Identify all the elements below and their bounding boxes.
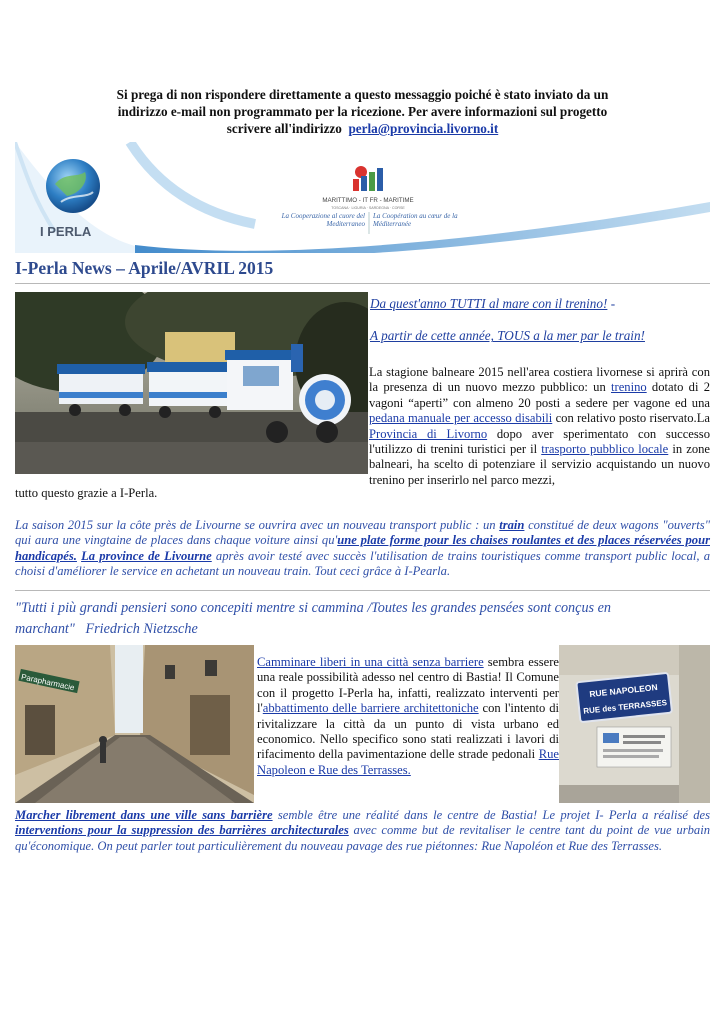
article1-header: Da quest'anno TUTTI al mare con il trenino! - A partir de cette année, TOUS a la mer par le train!	[370, 296, 645, 344]
sign-line-2: RUE des TERRASSES	[582, 698, 668, 716]
program-subtitle: TOSCANA · LIGURIA · SARDEGNA · CORSE	[331, 206, 405, 210]
link-plate-forme[interactable]: une plate forme pour les chaises roulantes et des places réservées pour handicapés.	[15, 533, 710, 563]
street-sign-image	[559, 645, 710, 803]
quote-line-1: "Tutti i più grandi pensieri sono concepiti mentre si cammina /Toutes les grandes pensées sont conçus en	[15, 600, 612, 616]
article1-tail: tutto questo grazie a I-Perla.	[15, 486, 158, 500]
article1-headline-fr[interactable]: A partir de cette année, TOUS a la mer par le train!	[370, 328, 645, 344]
shop-sign: Parapharmacie	[20, 672, 76, 693]
link-trenino[interactable]: trenino	[611, 380, 647, 395]
link-interventions[interactable]: interventions pour la suppression des barrières architecturales	[15, 823, 349, 838]
link-province[interactable]: La province de Livourne	[81, 548, 212, 563]
divider	[15, 590, 710, 591]
header-banner	[15, 142, 710, 253]
link-abbattimento[interactable]: abbattimento delle barriere architettoniche	[262, 701, 479, 716]
link-trasporto[interactable]: trasporto pubblico locale	[541, 442, 669, 457]
tagline-fr: La Coopération au cœur de la Méditerranée	[373, 212, 458, 228]
article2-french: Marcher librement dans une ville sans barrière semble être une réalité dans le centre de Bastia! Le projet I- Perla a réalisé des interventions pour la suppression des barrières architecturales avec comme but de revitaliser le centre tant du point de vue urbain qu'économique. On peut parler tout particulièrement du nouveau pavage des rue piétonnes: Rue Napoléon et Rue des Terrasses.	[15, 808, 710, 853]
link-train[interactable]: train	[499, 518, 525, 532]
notice-line-1: Si prega di non rispondere direttamente a questo messaggio poiché è stato inviato da un	[116, 87, 609, 102]
notice	[40, 86, 685, 137]
link-marcher[interactable]: Marcher librement dans une ville sans barrière	[15, 808, 273, 822]
article1-headline-it[interactable]: Da quest'anno TUTTI al mare con il trenino!	[370, 296, 608, 311]
street-sign-photo	[559, 645, 710, 803]
tagline-it: La Cooperazione al cuore del Mediterraneo	[281, 212, 365, 228]
notice-line-3: scrivere all'indirizzo perla@provincia.livorno.it	[226, 121, 499, 136]
nietzsche-quote	[15, 598, 710, 640]
street-photo	[15, 645, 254, 803]
email-link[interactable]: perla@provincia.livorno.it	[348, 121, 499, 136]
program-name: MARITTIMO - IT FR - MARITIME	[322, 197, 414, 204]
tourist-train-image	[15, 292, 368, 474]
link-rue[interactable]: Rue Napoleon e Rue des Terrasses.	[257, 747, 559, 777]
article2-body: Camminare liberi in una città senza barriere sembra essere una reale possibilità adesso nel centro di Bastia! Il Comune con il progetto I-Perla ha, infatti, realizzato interventi per l'abbattimento delle barriere architettoniche con l'intento di rivitalizzare la città da un punto di vista urbano ed economico. Nello specifico sono stati realizzati i lavori di rifacimento della pavimentazione delle strade pedonali Rue Napoleon e Rue des Terrasses.	[257, 655, 559, 777]
link-pedana[interactable]: pedana manuale per accesso disabili	[369, 411, 553, 426]
notice-line-2: indirizzo e-mail non programmato per la ricezione. Per avere informazioni sul progetto	[117, 104, 608, 119]
quote-author: Friedrich Nietzsche	[85, 621, 198, 637]
pedestrian-street-image	[15, 645, 254, 803]
article1-body: La stagione balneare 2015 nell'area costiera livornese si aprirà con la presenza di un nuovo mezzo pubblico: un trenino dotato di 2 vagoni “aperti” con almeno 20 posti a sedere per vagone ed una pedana manuale per accesso disabili con relativo posto riservato.La Provincia di Livorno dopo aver sperimentato con successo l'utilizzo di trenini turistici per il trasporto pubblico locale in zone balneari, ha scelto di potenziare il servizio acquistando un nuovo trenino per inserirlo nel parco mezzi,	[369, 365, 711, 487]
perla-logo-text: I PERLA	[40, 224, 92, 239]
divider	[15, 283, 710, 284]
banner-graphic	[15, 142, 710, 253]
link-provincia[interactable]: Provincia di Livorno	[369, 426, 488, 441]
sign-line-1: RUE NAPOLEON	[588, 681, 659, 700]
newsletter-title: I-Perla News – Aprile/AVRIL 2015	[15, 258, 274, 278]
article1-french: La saison 2015 sur la côte près de Livourne se ouvrira avec un nouveau transport public : un train constitué de deux wagons "ouverts" qui aura une vingtaine de places dans chaque voiture ainsi qu'une plate forme pour les chaises roulantes et des places réservées pour handicapés. La province de Livourne après avoir testé avec succès l'utilisation de trains touristiques comme transport public local, a choisi d'améliorer le service en achetant un nouveau train. Tout ceci grâce à I-Pearla.	[15, 518, 711, 579]
quote-line-2: marchant"	[15, 621, 75, 637]
train-photo	[15, 292, 368, 474]
link-camminare[interactable]: Camminare liberi in una città senza barriere	[257, 655, 484, 669]
